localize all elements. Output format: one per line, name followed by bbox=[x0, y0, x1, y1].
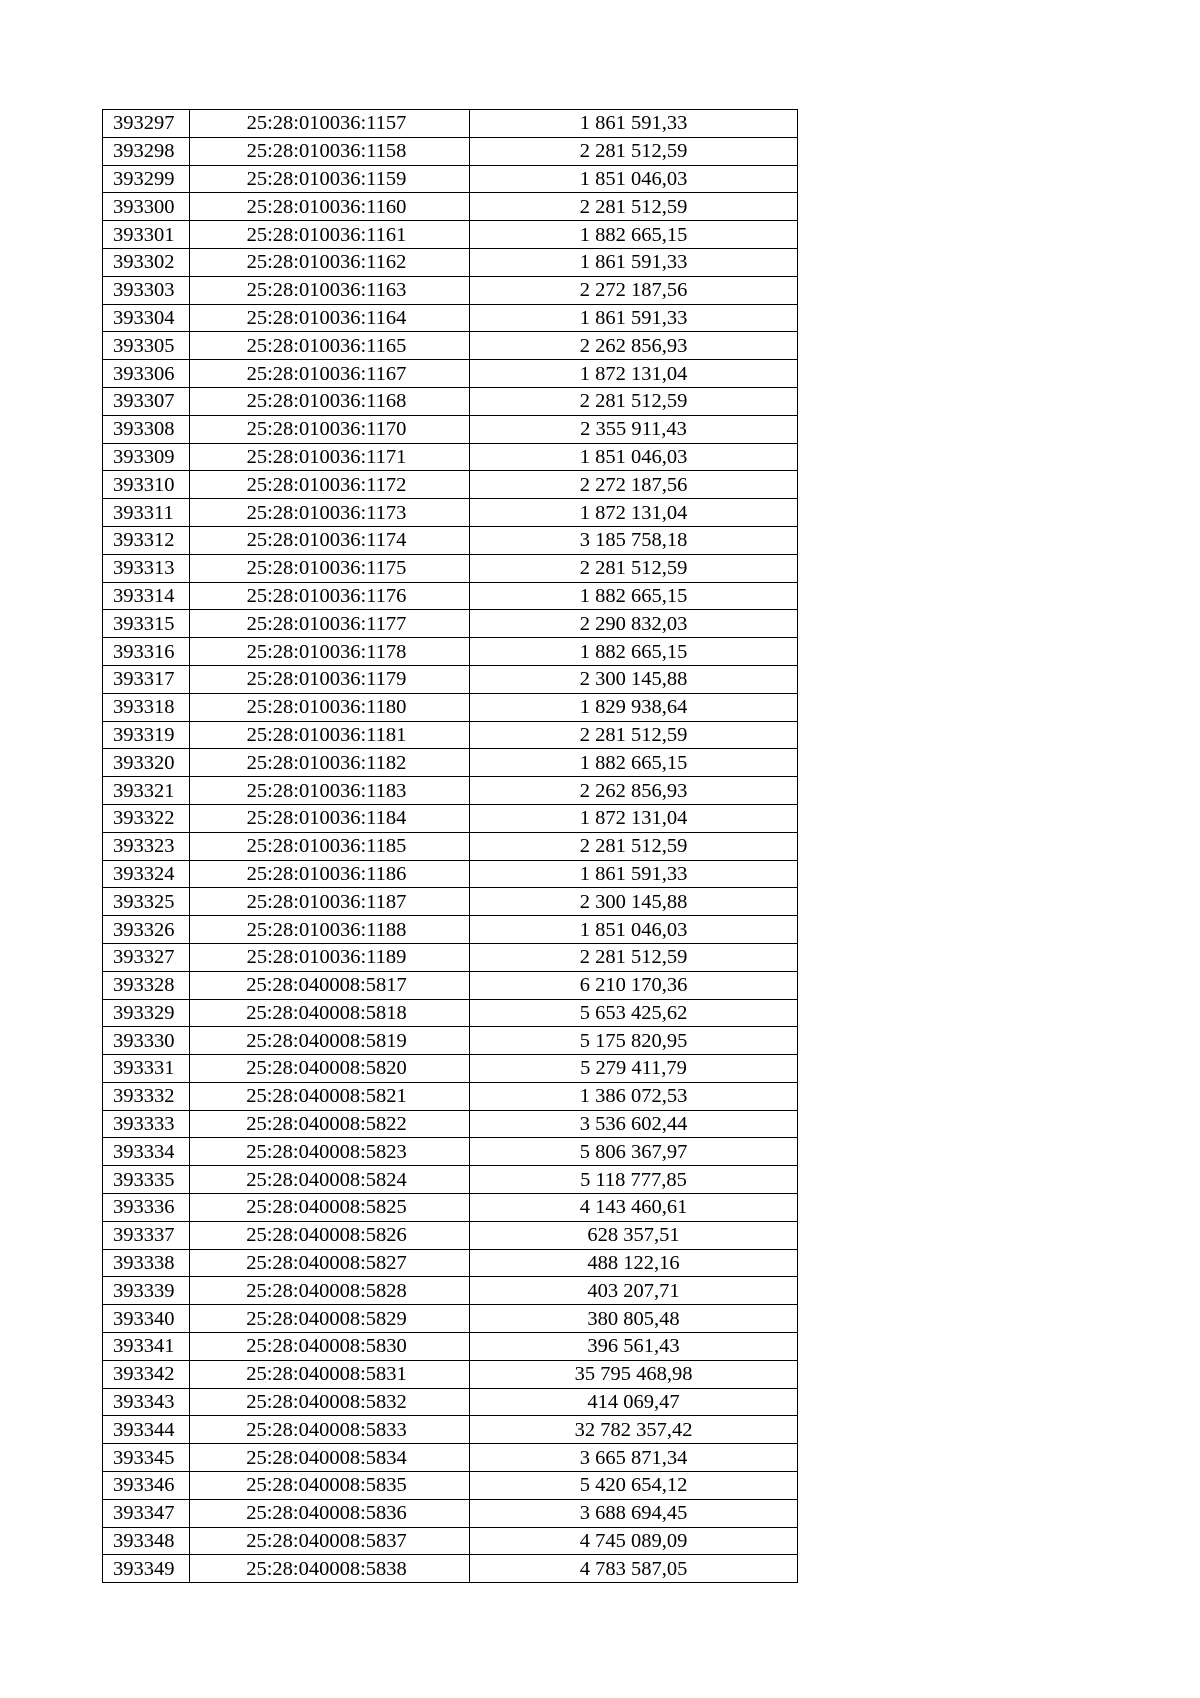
table-row bbox=[103, 610, 798, 638]
cadastral-number-cell: 25:28:010036:1165 bbox=[190, 332, 470, 360]
row-number-cell: 393299 bbox=[103, 165, 190, 193]
table-row bbox=[103, 888, 798, 916]
cadastral-number-cell: 25:28:010036:1157 bbox=[190, 110, 470, 138]
cadastral-number-cell: 25:28:040008:5820 bbox=[190, 1055, 470, 1083]
cadastral-value-cell: 1 851 046,03 bbox=[470, 916, 798, 944]
cadastral-value-cell: 396 561,43 bbox=[470, 1333, 798, 1361]
row-number-cell: 393306 bbox=[103, 360, 190, 388]
row-number-cell: 393307 bbox=[103, 387, 190, 415]
cadastral-number-cell: 25:28:040008:5823 bbox=[190, 1138, 470, 1166]
cadastral-value-cell: 5 175 820,95 bbox=[470, 1027, 798, 1055]
row-number-cell: 393335 bbox=[103, 1166, 190, 1194]
cadastral-number-cell: 25:28:010036:1174 bbox=[190, 526, 470, 554]
cadastral-value-cell: 2 290 832,03 bbox=[470, 610, 798, 638]
row-number-cell: 393314 bbox=[103, 582, 190, 610]
cadastral-value-cell: 2 281 512,59 bbox=[470, 193, 798, 221]
row-number-cell: 393304 bbox=[103, 304, 190, 332]
cadastral-number-cell: 25:28:010036:1181 bbox=[190, 721, 470, 749]
cadastral-number-cell: 25:28:010036:1186 bbox=[190, 860, 470, 888]
table-row bbox=[103, 1194, 798, 1222]
cadastral-value-cell: 1 882 665,15 bbox=[470, 749, 798, 777]
cadastral-number-cell: 25:28:040008:5826 bbox=[190, 1221, 470, 1249]
cadastral-number-cell: 25:28:010036:1158 bbox=[190, 137, 470, 165]
cadastral-number-cell: 25:28:010036:1172 bbox=[190, 471, 470, 499]
row-number-cell: 393344 bbox=[103, 1416, 190, 1444]
table-row bbox=[103, 1110, 798, 1138]
table-row bbox=[103, 860, 798, 888]
cadastral-number-cell: 25:28:010036:1176 bbox=[190, 582, 470, 610]
cadastral-value-cell: 1 882 665,15 bbox=[470, 638, 798, 666]
cadastral-value-cell: 414 069,47 bbox=[470, 1388, 798, 1416]
cadastral-value-cell: 5 653 425,62 bbox=[470, 999, 798, 1027]
cadastral-value-cell: 1 851 046,03 bbox=[470, 165, 798, 193]
cadastral-number-cell: 25:28:010036:1167 bbox=[190, 360, 470, 388]
table-row bbox=[103, 276, 798, 304]
row-number-cell: 393346 bbox=[103, 1472, 190, 1500]
table-row bbox=[103, 1138, 798, 1166]
cadastral-value-cell: 5 806 367,97 bbox=[470, 1138, 798, 1166]
cadastral-value-cell: 1 872 131,04 bbox=[470, 360, 798, 388]
cadastral-number-cell: 25:28:010036:1180 bbox=[190, 693, 470, 721]
table-row bbox=[103, 1360, 798, 1388]
row-number-cell: 393329 bbox=[103, 999, 190, 1027]
row-number-cell: 393328 bbox=[103, 971, 190, 999]
cadastral-value-cell: 1 851 046,03 bbox=[470, 443, 798, 471]
table-row bbox=[103, 638, 798, 666]
cadastral-value-cell: 2 281 512,59 bbox=[470, 943, 798, 971]
cadastral-value-cell: 3 185 758,18 bbox=[470, 526, 798, 554]
cadastral-number-cell: 25:28:010036:1189 bbox=[190, 943, 470, 971]
cadastral-value-cell: 380 805,48 bbox=[470, 1305, 798, 1333]
cadastral-value-cell: 2 272 187,56 bbox=[470, 471, 798, 499]
row-number-cell: 393326 bbox=[103, 916, 190, 944]
cadastral-number-cell: 25:28:010036:1159 bbox=[190, 165, 470, 193]
cadastral-value-cell: 6 210 170,36 bbox=[470, 971, 798, 999]
table-row bbox=[103, 471, 798, 499]
table-row bbox=[103, 165, 798, 193]
cadastral-number-cell: 25:28:040008:5818 bbox=[190, 999, 470, 1027]
row-number-cell: 393315 bbox=[103, 610, 190, 638]
table-row bbox=[103, 1444, 798, 1472]
row-number-cell: 393310 bbox=[103, 471, 190, 499]
cadastral-value-cell: 5 118 777,85 bbox=[470, 1166, 798, 1194]
cadastral-number-cell: 25:28:010036:1183 bbox=[190, 777, 470, 805]
table-row bbox=[103, 582, 798, 610]
table-row bbox=[103, 248, 798, 276]
cadastral-number-cell: 25:28:010036:1162 bbox=[190, 248, 470, 276]
cadastral-value-cell: 2 281 512,59 bbox=[470, 832, 798, 860]
row-number-cell: 393347 bbox=[103, 1499, 190, 1527]
cadastral-number-cell: 25:28:040008:5834 bbox=[190, 1444, 470, 1472]
row-number-cell: 393348 bbox=[103, 1527, 190, 1555]
cadastral-number-cell: 25:28:040008:5835 bbox=[190, 1472, 470, 1500]
row-number-cell: 393338 bbox=[103, 1249, 190, 1277]
cadastral-number-cell: 25:28:010036:1185 bbox=[190, 832, 470, 860]
table-row bbox=[103, 443, 798, 471]
cadastral-number-cell: 25:28:040008:5822 bbox=[190, 1110, 470, 1138]
cadastral-value-cell: 4 745 089,09 bbox=[470, 1527, 798, 1555]
cadastral-value-cell: 35 795 468,98 bbox=[470, 1360, 798, 1388]
cadastral-number-cell: 25:28:040008:5832 bbox=[190, 1388, 470, 1416]
cadastral-number-cell: 25:28:040008:5831 bbox=[190, 1360, 470, 1388]
table-row bbox=[103, 1249, 798, 1277]
row-number-cell: 393318 bbox=[103, 693, 190, 721]
cadastral-value-cell: 2 281 512,59 bbox=[470, 721, 798, 749]
table-row bbox=[103, 1277, 798, 1305]
cadastral-number-cell: 25:28:040008:5833 bbox=[190, 1416, 470, 1444]
cadastral-value-cell: 4 783 587,05 bbox=[470, 1555, 798, 1583]
table-row bbox=[103, 943, 798, 971]
cadastral-number-cell: 25:28:010036:1163 bbox=[190, 276, 470, 304]
cadastral-number-cell: 25:28:010036:1170 bbox=[190, 415, 470, 443]
table-row bbox=[103, 1416, 798, 1444]
cadastral-number-cell: 25:28:040008:5836 bbox=[190, 1499, 470, 1527]
row-number-cell: 393297 bbox=[103, 110, 190, 138]
cadastral-number-cell: 25:28:040008:5827 bbox=[190, 1249, 470, 1277]
cadastral-number-cell: 25:28:010036:1173 bbox=[190, 499, 470, 527]
table-row bbox=[103, 749, 798, 777]
table-row bbox=[103, 1055, 798, 1083]
row-number-cell: 393317 bbox=[103, 665, 190, 693]
row-number-cell: 393332 bbox=[103, 1082, 190, 1110]
cadastral-number-cell: 25:28:040008:5824 bbox=[190, 1166, 470, 1194]
cadastral-value-cell: 32 782 357,42 bbox=[470, 1416, 798, 1444]
table-row bbox=[103, 916, 798, 944]
table-body bbox=[103, 110, 798, 1583]
cadastral-value-cell: 5 279 411,79 bbox=[470, 1055, 798, 1083]
table-row bbox=[103, 1333, 798, 1361]
table-row bbox=[103, 554, 798, 582]
table-row bbox=[103, 999, 798, 1027]
row-number-cell: 393333 bbox=[103, 1110, 190, 1138]
cadastral-value-cell: 628 357,51 bbox=[470, 1221, 798, 1249]
table-row bbox=[103, 1082, 798, 1110]
table-row bbox=[103, 665, 798, 693]
table-row bbox=[103, 387, 798, 415]
cadastral-number-cell: 25:28:010036:1179 bbox=[190, 665, 470, 693]
row-number-cell: 393337 bbox=[103, 1221, 190, 1249]
row-number-cell: 393301 bbox=[103, 221, 190, 249]
table-row bbox=[103, 137, 798, 165]
table-row bbox=[103, 221, 798, 249]
cadastral-value-cell: 1 386 072,53 bbox=[470, 1082, 798, 1110]
table-row bbox=[103, 721, 798, 749]
cadastral-value-cell: 3 536 602,44 bbox=[470, 1110, 798, 1138]
table-row bbox=[103, 193, 798, 221]
table-row bbox=[103, 832, 798, 860]
cadastral-value-cell: 2 281 512,59 bbox=[470, 554, 798, 582]
cadastral-value-cell: 2 300 145,88 bbox=[470, 888, 798, 916]
table-row bbox=[103, 777, 798, 805]
cadastral-value-table bbox=[102, 109, 798, 1583]
cadastral-number-cell: 25:28:010036:1178 bbox=[190, 638, 470, 666]
cadastral-number-cell: 25:28:040008:5837 bbox=[190, 1527, 470, 1555]
cadastral-number-cell: 25:28:010036:1177 bbox=[190, 610, 470, 638]
cadastral-value-cell: 1 829 938,64 bbox=[470, 693, 798, 721]
cadastral-value-cell: 2 281 512,59 bbox=[470, 137, 798, 165]
cadastral-number-cell: 25:28:040008:5817 bbox=[190, 971, 470, 999]
cadastral-value-cell: 2 281 512,59 bbox=[470, 387, 798, 415]
table-row bbox=[103, 526, 798, 554]
table-row bbox=[103, 110, 798, 138]
cadastral-number-cell: 25:28:010036:1164 bbox=[190, 304, 470, 332]
row-number-cell: 393303 bbox=[103, 276, 190, 304]
row-number-cell: 393330 bbox=[103, 1027, 190, 1055]
row-number-cell: 393325 bbox=[103, 888, 190, 916]
cadastral-number-cell: 25:28:040008:5825 bbox=[190, 1194, 470, 1222]
cadastral-number-cell: 25:28:010036:1161 bbox=[190, 221, 470, 249]
cadastral-number-cell: 25:28:040008:5819 bbox=[190, 1027, 470, 1055]
row-number-cell: 393322 bbox=[103, 804, 190, 832]
cadastral-number-cell: 25:28:040008:5821 bbox=[190, 1082, 470, 1110]
cadastral-value-cell: 5 420 654,12 bbox=[470, 1472, 798, 1500]
cadastral-value-cell: 3 665 871,34 bbox=[470, 1444, 798, 1472]
cadastral-value-cell: 1 861 591,33 bbox=[470, 110, 798, 138]
row-number-cell: 393331 bbox=[103, 1055, 190, 1083]
table-row bbox=[103, 971, 798, 999]
table-row bbox=[103, 1472, 798, 1500]
row-number-cell: 393309 bbox=[103, 443, 190, 471]
cadastral-number-cell: 25:28:010036:1184 bbox=[190, 804, 470, 832]
cadastral-value-cell: 1 861 591,33 bbox=[470, 860, 798, 888]
table-row bbox=[103, 1305, 798, 1333]
row-number-cell: 393312 bbox=[103, 526, 190, 554]
cadastral-number-cell: 25:28:010036:1171 bbox=[190, 443, 470, 471]
table-row bbox=[103, 1027, 798, 1055]
row-number-cell: 393343 bbox=[103, 1388, 190, 1416]
cadastral-value-cell: 4 143 460,61 bbox=[470, 1194, 798, 1222]
row-number-cell: 393342 bbox=[103, 1360, 190, 1388]
table-row bbox=[103, 332, 798, 360]
row-number-cell: 393320 bbox=[103, 749, 190, 777]
table-row bbox=[103, 804, 798, 832]
cadastral-value-cell: 2 272 187,56 bbox=[470, 276, 798, 304]
row-number-cell: 393316 bbox=[103, 638, 190, 666]
cadastral-number-cell: 25:28:040008:5828 bbox=[190, 1277, 470, 1305]
row-number-cell: 393302 bbox=[103, 248, 190, 276]
table-row bbox=[103, 415, 798, 443]
table-row bbox=[103, 1388, 798, 1416]
row-number-cell: 393313 bbox=[103, 554, 190, 582]
cadastral-number-cell: 25:28:010036:1188 bbox=[190, 916, 470, 944]
cadastral-value-cell: 1 872 131,04 bbox=[470, 499, 798, 527]
cadastral-value-cell: 2 355 911,43 bbox=[470, 415, 798, 443]
cadastral-value-cell: 488 122,16 bbox=[470, 1249, 798, 1277]
cadastral-number-cell: 25:28:040008:5830 bbox=[190, 1333, 470, 1361]
cadastral-value-cell: 1 861 591,33 bbox=[470, 248, 798, 276]
row-number-cell: 393336 bbox=[103, 1194, 190, 1222]
row-number-cell: 393340 bbox=[103, 1305, 190, 1333]
row-number-cell: 393324 bbox=[103, 860, 190, 888]
row-number-cell: 393323 bbox=[103, 832, 190, 860]
row-number-cell: 393339 bbox=[103, 1277, 190, 1305]
table-row bbox=[103, 693, 798, 721]
cadastral-number-cell: 25:28:040008:5838 bbox=[190, 1555, 470, 1583]
cadastral-value-cell: 1 861 591,33 bbox=[470, 304, 798, 332]
table-row bbox=[103, 499, 798, 527]
row-number-cell: 393311 bbox=[103, 499, 190, 527]
row-number-cell: 393345 bbox=[103, 1444, 190, 1472]
cadastral-value-cell: 3 688 694,45 bbox=[470, 1499, 798, 1527]
table-row bbox=[103, 1166, 798, 1194]
cadastral-value-cell: 2 262 856,93 bbox=[470, 332, 798, 360]
table-row bbox=[103, 1555, 798, 1583]
cadastral-value-cell: 1 882 665,15 bbox=[470, 582, 798, 610]
table-row bbox=[103, 304, 798, 332]
row-number-cell: 393305 bbox=[103, 332, 190, 360]
table-row bbox=[103, 1499, 798, 1527]
row-number-cell: 393334 bbox=[103, 1138, 190, 1166]
row-number-cell: 393300 bbox=[103, 193, 190, 221]
cadastral-value-cell: 403 207,71 bbox=[470, 1277, 798, 1305]
cadastral-value-cell: 2 300 145,88 bbox=[470, 665, 798, 693]
row-number-cell: 393327 bbox=[103, 943, 190, 971]
row-number-cell: 393341 bbox=[103, 1333, 190, 1361]
row-number-cell: 393308 bbox=[103, 415, 190, 443]
cadastral-value-cell: 1 882 665,15 bbox=[470, 221, 798, 249]
cadastral-number-cell: 25:28:010036:1160 bbox=[190, 193, 470, 221]
row-number-cell: 393319 bbox=[103, 721, 190, 749]
row-number-cell: 393321 bbox=[103, 777, 190, 805]
table-row bbox=[103, 360, 798, 388]
table-row bbox=[103, 1527, 798, 1555]
cadastral-value-cell: 2 262 856,93 bbox=[470, 777, 798, 805]
cadastral-value-cell: 1 872 131,04 bbox=[470, 804, 798, 832]
row-number-cell: 393349 bbox=[103, 1555, 190, 1583]
cadastral-number-cell: 25:28:010036:1187 bbox=[190, 888, 470, 916]
cadastral-number-cell: 25:28:040008:5829 bbox=[190, 1305, 470, 1333]
table-row bbox=[103, 1221, 798, 1249]
cadastral-number-cell: 25:28:010036:1175 bbox=[190, 554, 470, 582]
cadastral-number-cell: 25:28:010036:1168 bbox=[190, 387, 470, 415]
cadastral-number-cell: 25:28:010036:1182 bbox=[190, 749, 470, 777]
row-number-cell: 393298 bbox=[103, 137, 190, 165]
